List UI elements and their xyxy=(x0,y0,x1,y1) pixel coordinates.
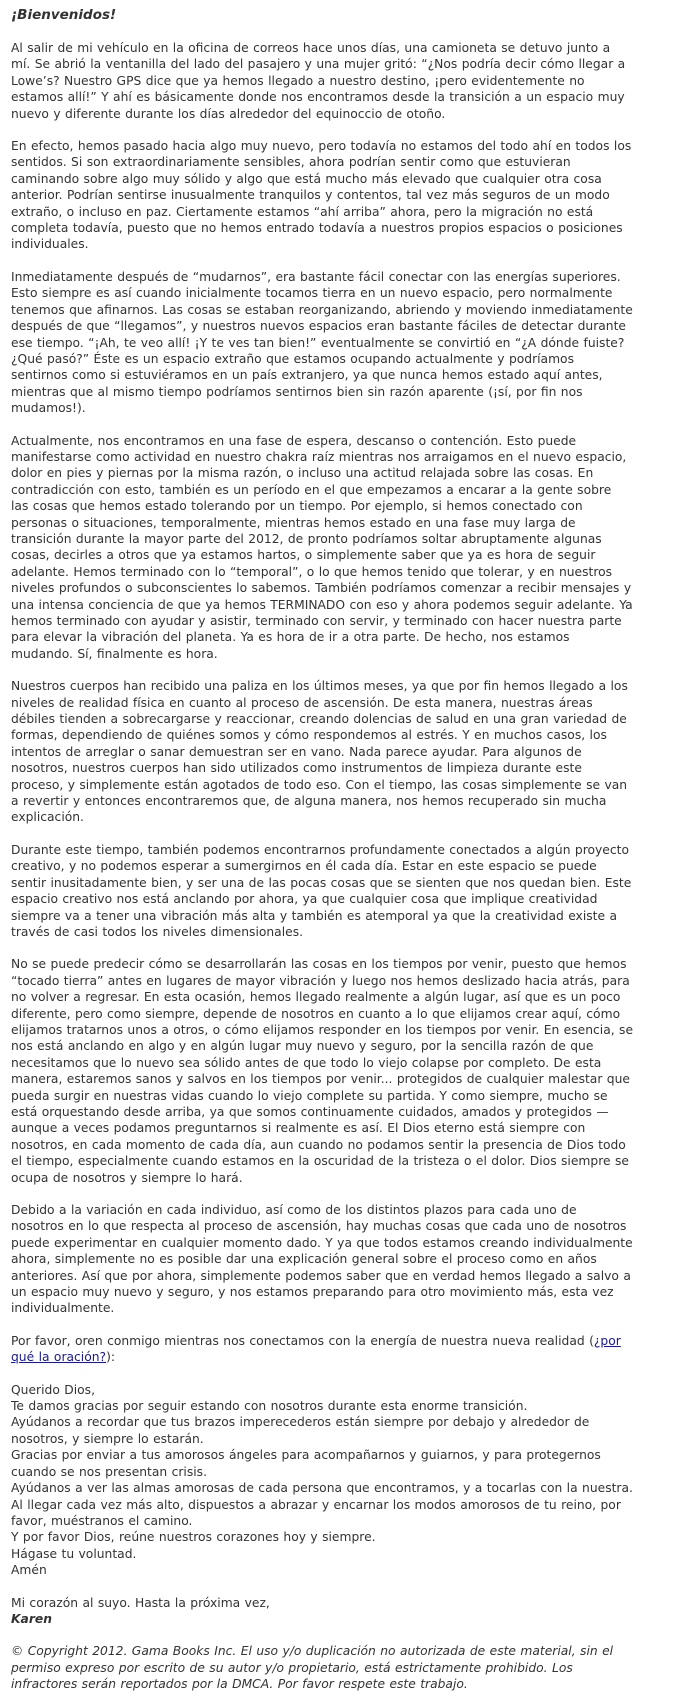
closing-block xyxy=(11,1595,633,1628)
prayer-line: Te damos gracias por seguir estando con nosotros durante esta enorme transición. xyxy=(11,1399,528,1414)
prayer-intro-after: ): xyxy=(106,1350,116,1365)
greeting-heading: ¡Bienvenidos! xyxy=(11,7,117,23)
prayer-line: Hágase tu voluntad. xyxy=(11,1546,137,1561)
copyright-notice: © Copyright 2012. Gama Books Inc. El uso y/o duplicación no autorizada de este material, sin el permiso expreso por escrito de su autor y/o propietario, está estrictamente prohibido. Los infractores serán reportados por la DMCA. Por favor respete este trabajo. xyxy=(11,1644,614,1692)
author-signature: Karen xyxy=(11,1611,52,1626)
why-prayer-link[interactable]: ¿por qué la oración? xyxy=(11,1333,621,1365)
paragraph-8: Debido a la variación en cada individuo, así como de los distintos plazos para cada uno de nosotros en lo que respecta al proceso de ascensión, hay muchas cosas que cada uno de nosotros puede experimentar en cualquier momento dado. Y ya que todos estamos creando individualmente ahora, simplemente no es posible dar una explicación general sobre el proceso como en años anteriores. Así que por ahora, simplemente podemos saber que en verdad hemos llegado a salvo a un espacio muy nuevo y seguro, y nos estamos preparando para otro movimiento más, esta vez individualmente. xyxy=(11,1203,633,1316)
prayer-line: Gracias por enviar a tus amorosos ángeles para acompañarnos y guiarnos, y para protegernos cuando se nos presentan crisis. xyxy=(11,1448,601,1479)
prayer xyxy=(11,1382,633,1579)
prayer-intro xyxy=(11,1333,633,1366)
prayer-line: Y por favor Dios, reúne nuestros corazones hoy y siempre. xyxy=(11,1530,376,1545)
prayer-line: Al llegar cada vez más alto, dispuestos a abrazar y encarnar los modos amorosos de tu reino, por favor, muéstranos el camino. xyxy=(11,1497,621,1528)
prayer-line: Ayúdanos a recordar que tus brazos imperecederos están siempre por debajo y alrededor de nosotros, y siempre lo estarán. xyxy=(11,1415,590,1446)
prayer-intro-text: Por favor, oren conmigo mientras nos conectamos con la energía de nuestra nueva realidad ( xyxy=(11,1333,594,1348)
paragraph-1: Al salir de mi vehículo en la oficina de correos hace unos días, una camioneta se detuvo junto a mí. Se abrió la ventanilla del lado del pasajero y una mujer gritó: “¿Nos podría decir cómo llegar a Lowe’s? Nuestro GPS dice que ya hemos llegado a nuestro destino, ¡pero evidentemente no estamos allí!” Y ahí es básicamente donde nos encontramos desde la transición a un espacio muy nuevo y diferente durante los días alrededor del equinoccio de otoño. xyxy=(11,41,626,121)
prayer-line: Ayúdanos a ver las almas amorosas de cada persona que encontramos, y a tocarlas con la nuestra. xyxy=(11,1481,633,1496)
paragraph-6: Durante este tiempo, también podemos encontrarnos profundamente conectados a algún proyecto creativo, y no podemos esperar a sumergirnos en él cada día. Estar en este espacio se puede sentir inusitadamente bien, y ser una de las pocas cosas que se sienten que nos quedan bien. Este espacio creativo nos está anclando por ahora, ya que cualquier cosa que implique creatividad siempre va a tener una vibración más alta y también es atemporal ya que la creatividad existe a través de casi todos los niveles dimensionales. xyxy=(11,842,632,939)
paragraph-3: Inmediatamente después de “mudarnos”, era bastante fácil conectar con las energías superiores. Esto siempre es así cuando inicialmente tocamos tierra en un nuevo espacio, pero normalmente tenemos que afinarnos. Las cosas se estaban reorganizando, abriendo y moviendo inmediatamente después de que “llegamos”, y nuestros nuevos espacios eran bastante fáciles de detectar durante ese tiempo. “¡Ah, te veo allí! ¡Y te ves tan bien!” eventualmente se convirtió en “¿A dónde fuiste? ¿Qué pasó?” Éste es un espacio extraño que estamos ocupando actualmente y podríamos sentirnos como si estuviéramos en un país extranjero, ya que nunca hemos estado aquí antes, mientras que al mismo tiempo podríamos sentirnos bien sin razón aparente (¡sí, por fin nos mudamos!). xyxy=(11,269,633,416)
paragraph-2: En efecto, hemos pasado hacia algo muy nuevo, pero todavía no estamos del todo ahí en todos los sentidos. Si son extraordinariamente sensibles, ahora podrían sentir como que estuvieran caminando sobre algo muy sólido y algo que está mucho más elevado que cualquier otra cosa anterior. Podrían sentirse inusualmente tranquilos y contentos, tal vez más seguros de un modo extraño, o incluso en paz. Ciertamente estamos “ahí arriba” ahora, pero la migración no está completa todavía, puesto que no hemos entrado todavía a nuestros propios espacios o posiciones individuales. xyxy=(11,139,632,252)
paragraph-4: Actualmente, nos encontramos en una fase de espera, descanso o contención. Esto puede manifestarse como actividad en nuestro chakra raíz mientras nos arraigamos en el nuevo espacio, dolor en pies y piernas por la misma razón, o incluso una actitud relajada sobre las cosas. En contradicción con esto, también es un período en el que empezamos a encarar a la gente sobre las cosas que hemos estado tolerando por un tiempo. Por ejemplo, si hemos conectado con personas o situaciones, temporalmente, mientras hemos estado en una fase muy larga de transición durante la mayor parte del 2012, de pronto podríamos soltar abruptamente algunas cosas, decirles a otros que ya estamos hartos, o simplemente saber que ya es hora de seguir adelante. Hemos terminado con lo “temporal”, o lo que hemos tenido que tolerar, y en nuestros niveles profundos o subconscientes lo sabemos. También podríamos comenzar a recibir mensajes y una intensa conciencia de que ya hemos TERMINADO con eso y ahora podemos seguir adelante. Ya hemos terminado con ayudar y asistir, terminado con servir, y terminado con hacer nuestra parte para elevar la vibración del planeta. Ya es hora de ir a otra parte. De hecho, nos estamos mudando. Sí, finalmente es hora. xyxy=(11,433,633,661)
paragraph-7: No se puede predecir cómo se desarrollarán las cosas en los tiempos por venir, puesto que hemos “tocado tierra” antes en lugares de mayor vibración y luego nos hemos deslizado hacia atrás, para no volver a regresar. En esta ocasión, hemos llegado realmente a algún lugar, así que es un poco diferente, pero como siempre, depende de nosotros en cuanto a lo que elijamos crear aquí, cómo elijamos tratarnos unos a otros, o cómo elijamos responder en los tiempos por venir. En esencia, se nos está anclando en algo y en algún lugar muy nuevo y seguro, por la sencilla razón de que necesitamos que lo nuevo sea sólido antes de que todo lo viejo colapse por completo. De esta manera, estaremos sanos y salvos en los tiempos por venir... protegidos de cualquier malestar que pueda surgir en nuestras vidas cuando lo viejo complete su partida. Y como siempre, mucho se está orquestando desde arriba, ya que somos continuamente cuidados, amados y protegidos — aunque a veces podamos preguntarnos si realmente es así. El Dios eterno está siempre con nosotros, en cada momento de cada día, aun cuando no podamos sentir la presencia de Dios todo el tiempo, especialmente cuando estamos en la oscuridad de la tristeza o el dolor. Dios siempre se ocupa de nosotros y siempre lo hará. xyxy=(11,957,634,1185)
article xyxy=(11,6,633,1693)
paragraph-5: Nuestros cuerpos han recibido una paliza en los últimos meses, ya que por fin hemos llegado a los niveles de realidad física en cuanto al proceso de ascensión. De esta manera, nuestras áreas débiles tienden a sobrecargarse y reaccionar, creando dolencias de salud en una gran variedad de formas, dependiendo de quiénes somos y cómo respondemos al estrés. Y en muchos casos, los intentos de arreglar o sanar demuestran ser en vano. Nada parece ayudar. Para algunos de nosotros, nuestros cuerpos han sido utilizados como instrumentos de limpieza durante este proceso, y simplemente están agotados de todo eso. Con el tiempo, las cosas simplemente se van a revertir y entonces encontraremos que, de alguna manera, nos hemos recuperado sin mucha explicación. xyxy=(11,679,628,825)
closing-text: Mi corazón al suyo. Hasta la próxima vez, xyxy=(11,1595,270,1610)
prayer-line: Querido Dios, xyxy=(11,1382,95,1397)
prayer-line: Amén xyxy=(11,1563,47,1578)
